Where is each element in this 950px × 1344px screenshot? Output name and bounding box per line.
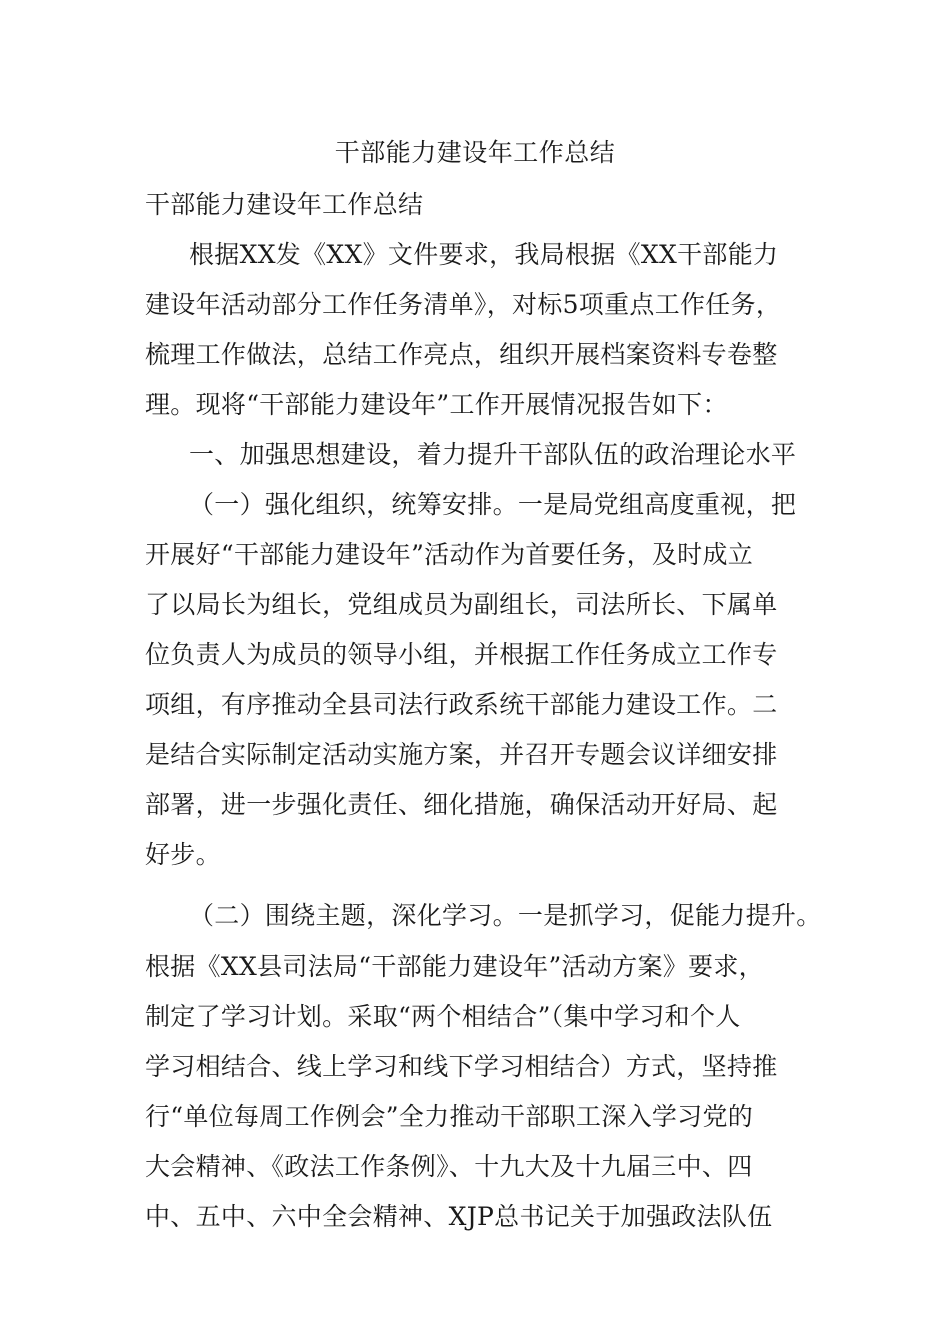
paragraph-line: 位负责人为成员的领导小组，并根据工作任务成立工作专 <box>145 640 778 669</box>
paragraph-line: 了以局长为组长，党组成员为副组长，司法所长、下属单 <box>145 590 778 619</box>
paragraph-line: 项组，有序推动全县司法行政系统干部能力建设工作。二 <box>145 690 778 719</box>
paragraph-line: 理。现将“干部能力建设年”工作开展情况报告如下： <box>145 390 728 419</box>
paragraph-line: 大会精神、《政法工作条例》、十九大及十九届三中、四 <box>145 1152 753 1181</box>
paragraph-line: 是结合实际制定活动实施方案，并召开专题会议详细安排 <box>145 740 778 769</box>
paragraph-line: 根据XX发《XX》文件要求，我局根据《XX干部能力 <box>189 240 779 269</box>
paragraph-line: （一）强化组织，统筹安排。一是局党组高度重视，把 <box>189 490 797 519</box>
paragraph-line: 部署，进一步强化责任、细化措施，确保活动开好局、起 <box>145 790 778 819</box>
paragraph-line: 制定了学习计划。采取“两个相结合”（集中学习和个人 <box>145 1002 741 1031</box>
paragraph-line: 梳理工作做法，总结工作亮点，组织开展档案资料专卷整 <box>145 340 778 369</box>
paragraph-line: 学习相结合、线上学习和线下学习相结合）方式，坚持推 <box>145 1052 778 1081</box>
paragraph-line: 开展好“干部能力建设年”活动作为首要任务，及时成立 <box>145 540 754 569</box>
subtitle-line: 干部能力建设年工作总结 <box>145 190 424 219</box>
paragraph-line: 好步。 <box>145 840 221 869</box>
section-heading: 一、加强思想建设，着力提升干部队伍的政治理论水平 <box>189 440 797 469</box>
document-body <box>145 180 822 1242</box>
paragraph-line: 建设年活动部分工作任务清单》，对标5项重点工作任务， <box>145 290 782 319</box>
paragraph-line: 行“单位每周工作例会”全力推动干部职工深入学习党的 <box>145 1102 754 1131</box>
paragraph-line: （二）围绕主题，深化学习。一是抓学习，促能力提升。 <box>189 901 822 930</box>
paragraph-line: 中、五中、六中全会精神、XJP总书记关于加强政法队伍 <box>145 1202 773 1231</box>
paragraph-line: 根据《XX县司法局“干部能力建设年”活动方案》要求， <box>145 952 764 981</box>
document-title: 干部能力建设年工作总结 <box>334 138 616 167</box>
